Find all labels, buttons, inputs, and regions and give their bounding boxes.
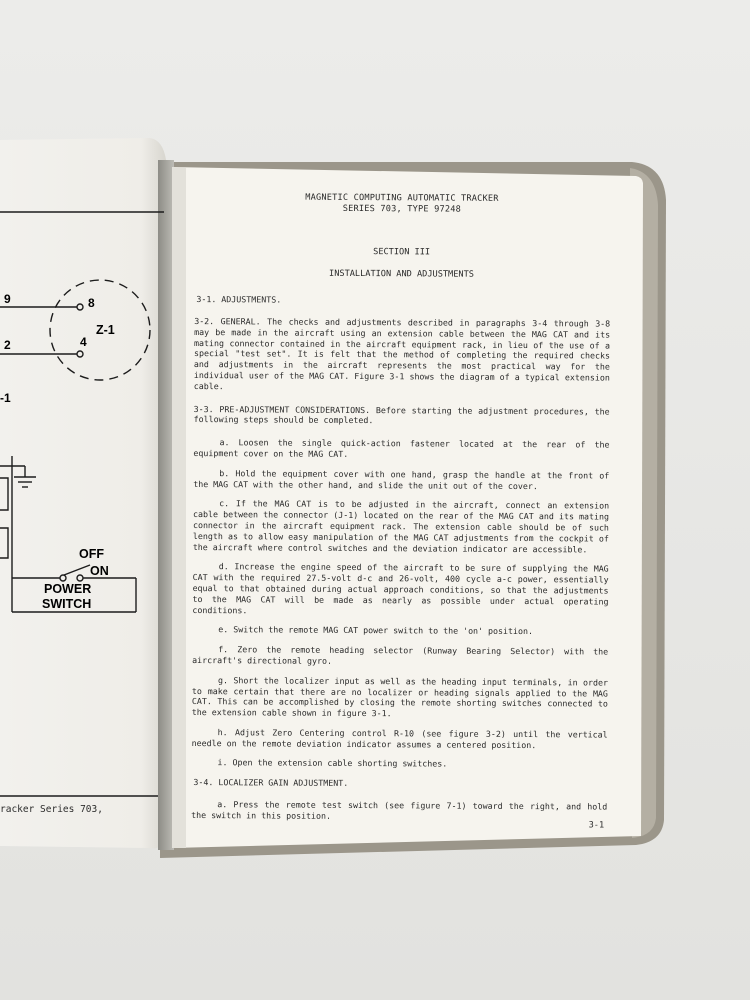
step-f: f. Zero the remote heading selector (Runway Bearing Selector) with the aircraft's directional gyro. xyxy=(192,644,609,666)
step-g: g. Short the localizer input as well as the heading input terminals, in order to make certain that there are no localizer or heading signals applied to the MAG CAT. This can be accomplished by closing the remote shorting switches connected to the extension cable shown in figure 3-1. xyxy=(191,674,609,719)
step-a-localizer: a. Press the remote test switch (see figure 7-1) toward the right, and hold the switch in this position. xyxy=(191,799,608,821)
pin-2-label: 2 xyxy=(4,338,11,352)
step-a: a. Loosen the single quick-action fastener located at the rear of the equipment cover on the MAG CAT. xyxy=(193,437,610,459)
left-page-footer: racker Series 703, xyxy=(0,804,103,815)
switch-on-label: ON xyxy=(90,564,109,578)
section-title: SECTION III xyxy=(373,246,431,258)
binding-gutter xyxy=(158,160,174,850)
z1-label: Z-1 xyxy=(96,323,115,337)
switch-off-label: OFF xyxy=(79,547,104,561)
pin-9-label: 9 xyxy=(4,292,11,306)
figure-fragment-label: -1 xyxy=(0,391,11,405)
switch-label: SWITCH xyxy=(42,597,92,611)
step-e: e. Switch the remote MAG CAT power switch to the 'on' position. xyxy=(218,624,534,637)
left-page xyxy=(0,138,166,848)
paragraph-3-1-heading: 3-1. ADJUSTMENTS. xyxy=(196,294,282,305)
power-label: POWER xyxy=(44,582,92,596)
pin-4-label: 4 xyxy=(80,335,87,349)
step-c: c. If the MAG CAT is to be adjusted in the aircraft, connect an extension cable between the connector (J-1) located on the rear of the MAG CAT and its mating connector in the aircraft equipment rack. The extension cable should be of such length as to allow easy manipulation of the MAG CAT adjustments from the cockpit of the aircraft where control switches and the deviation indicator are accessible. xyxy=(192,498,610,554)
paragraph-3-4-heading: 3-4. LOCALIZER GAIN ADJUSTMENT. xyxy=(193,777,349,789)
step-i: i. Open the extension cable shorting switches. xyxy=(217,757,448,770)
right-page-shade xyxy=(172,167,186,848)
paragraph-3-2: 3-2. GENERAL. The checks and adjustments described in paragraphs 3-4 through 3-8 may be made in the aircraft using an extension cable between the MAG CAT and its mating connector contained in the aircraft equipment rack, in lieu of the use of a special "test set". It is felt that the method of completing the required checks and adjustments in the aircraft represents the most practical way for the individual user of the MAG CAT. Figure 3-1 shows the diagram of a typical extension cable. xyxy=(193,315,611,391)
right-page-content xyxy=(189,192,611,835)
document-header-line2: SERIES 703, TYPE 97248 xyxy=(342,203,462,215)
section-subtitle: INSTALLATION AND ADJUSTMENTS xyxy=(329,269,474,281)
step-d: d. Increase the engine speed of the aircraft to be sure of supplying the MAG CAT with the required 27.5-volt d-c and 26-volt, 400 cycle a-c power, essentially equal to that obtained during actual approach conditions, so that the adjustments to the MAG CAT will be made as nearly as possible under actual operating conditions. xyxy=(192,561,609,615)
step-h: h. Adjust Zero Centering control R-10 (see figure 3-2) until the vertical needle on the remote deviation indicator assumes a centered position. xyxy=(191,727,608,750)
pin-8-label: 8 xyxy=(88,296,95,310)
paragraph-3-3: 3-3. PRE-ADJUSTMENT CONSIDERATIONS. Before starting the adjustment procedures, the following steps should be completed. xyxy=(193,403,610,426)
document-header-line1: MAGNETIC COMPUTING AUTOMATIC TRACKER xyxy=(305,192,499,204)
step-b: b. Hold the equipment cover with one hand, grasp the handle at the front of the MAG CAT with the other hand, and slide the unit out of the cover. xyxy=(193,467,610,491)
page-number: 3-1 xyxy=(588,820,605,831)
